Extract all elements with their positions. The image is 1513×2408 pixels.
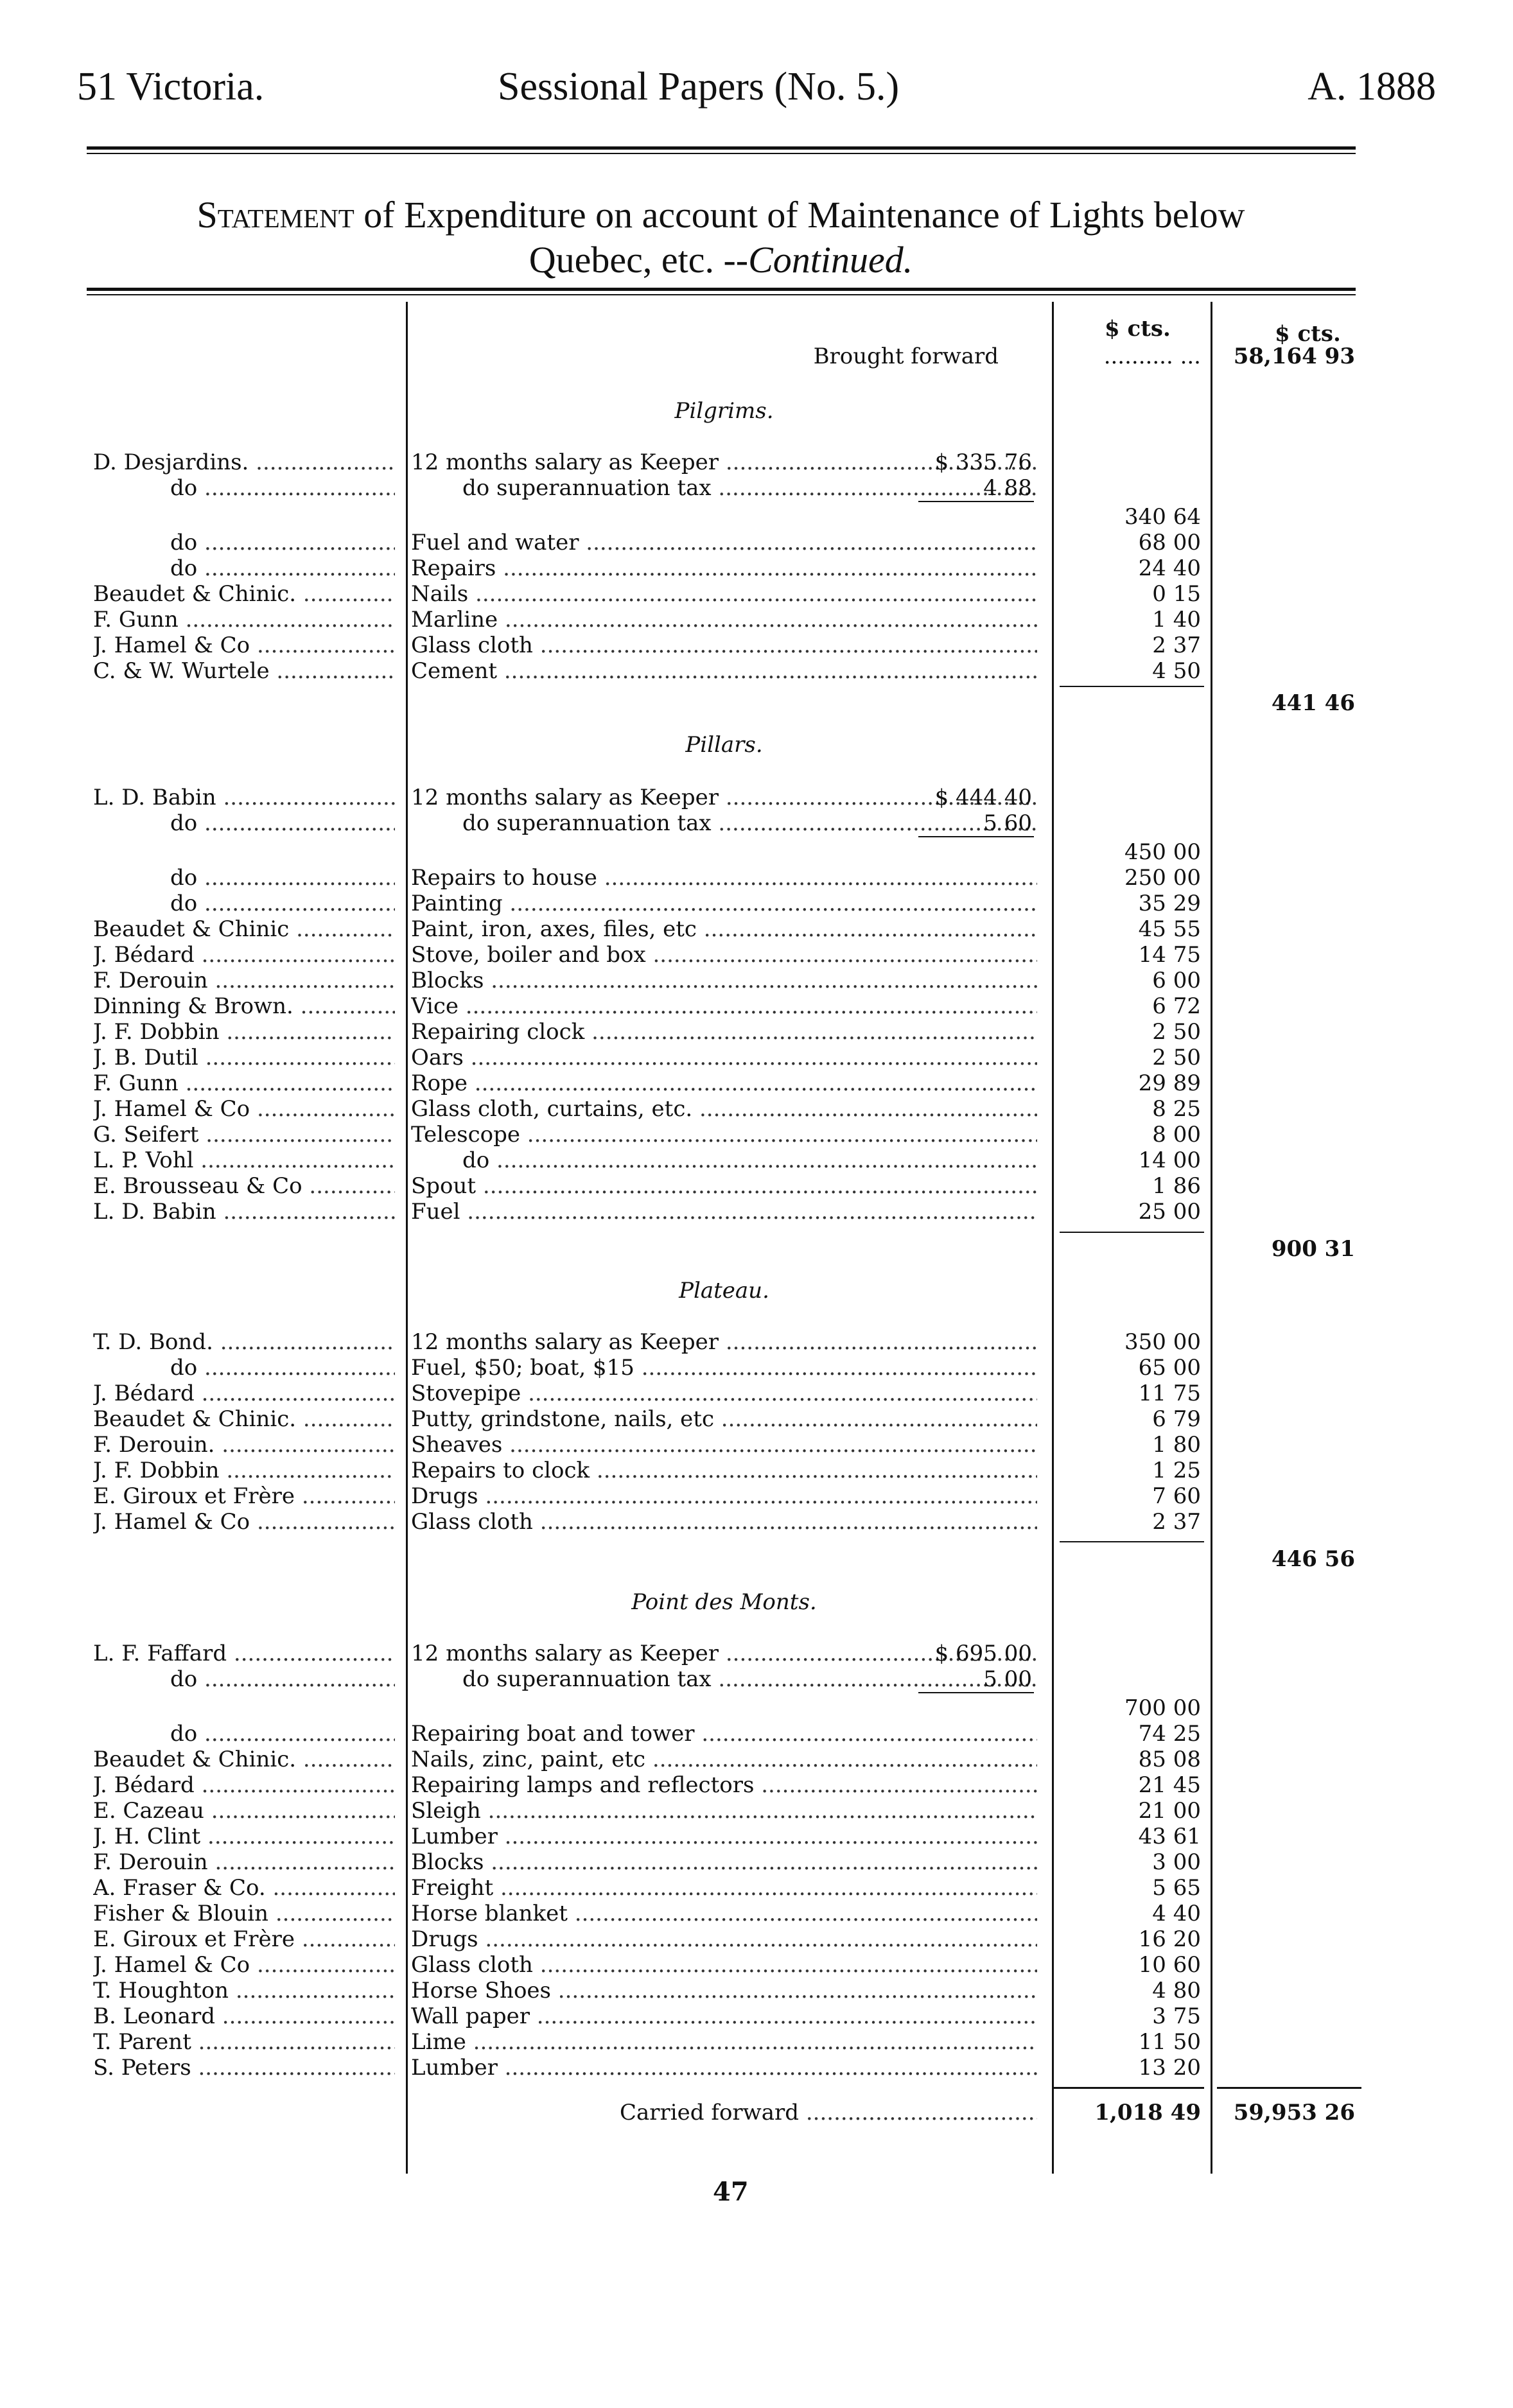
title-text: of Expenditure on account of Maintenance of Lights below bbox=[363, 194, 1245, 236]
amount: 11 50 bbox=[1138, 2029, 1201, 2055]
amount: 2 37 bbox=[1152, 633, 1201, 658]
expense-description: Freight ..... bbox=[411, 1875, 1037, 1901]
expense-description: 12 months salary as Keeper ..... bbox=[411, 785, 1037, 810]
amount: 1 80 bbox=[1152, 1432, 1201, 1458]
payee-name: F. Derouin. ..... bbox=[93, 1432, 395, 1458]
table-row bbox=[0, 942, 1513, 968]
column-heading-dollars-cents: $ cts. bbox=[1105, 316, 1171, 342]
header-year: A. 1888 bbox=[1307, 65, 1436, 109]
payee-name: J. H. Clint ..... bbox=[93, 1824, 395, 1849]
payee-name: do ..... bbox=[93, 1721, 395, 1747]
expense-description: Stove, boiler and box ..... bbox=[411, 942, 1037, 968]
payee-name: J. Hamel & Co ..... bbox=[93, 1096, 395, 1122]
subtotal-rule bbox=[918, 836, 1034, 837]
payee-name: Beaudet & Chinic ..... bbox=[93, 916, 395, 942]
amount: 350 00 bbox=[1124, 1329, 1201, 1355]
amount: 10 60 bbox=[1138, 1952, 1201, 1978]
amount: 85 08 bbox=[1138, 1747, 1201, 1772]
amount: 5 65 bbox=[1152, 1875, 1201, 1901]
header-sessional-papers: Sessional Papers (No. 5.) bbox=[498, 65, 900, 109]
amount: 24 40 bbox=[1138, 555, 1201, 581]
payee-name: J. Hamel & Co ..... bbox=[93, 1509, 395, 1535]
amount: 2 50 bbox=[1152, 1045, 1201, 1070]
amount: 13 20 bbox=[1138, 2055, 1201, 2081]
sub-amount: 5 00 bbox=[983, 1666, 1032, 1692]
expense-description: Oars ..... bbox=[411, 1045, 1037, 1070]
payee-name: do ..... bbox=[93, 1666, 395, 1692]
amount: 450 00 bbox=[1124, 839, 1201, 865]
table-row bbox=[0, 1747, 1513, 1772]
sub-amount: $ 335 76 bbox=[934, 449, 1032, 475]
amount: 6 00 bbox=[1152, 968, 1201, 993]
amount: 11 75 bbox=[1138, 1381, 1201, 1406]
expense-description: Repairs to house ..... bbox=[411, 865, 1037, 891]
section-heading: Pillars. bbox=[685, 732, 763, 758]
subtotal-rule bbox=[918, 501, 1034, 502]
amount: 340 64 bbox=[1124, 504, 1201, 530]
payee-name: G. Seifert ..... bbox=[93, 1122, 395, 1147]
title-rule-thin bbox=[87, 294, 1356, 295]
expense-description: Nails ..... bbox=[411, 581, 1037, 607]
table-row bbox=[0, 1173, 1513, 1199]
amount: 2 50 bbox=[1152, 1019, 1201, 1045]
table-row bbox=[0, 1070, 1513, 1096]
payee-name: F. Gunn ..... bbox=[93, 607, 395, 633]
section-total: 900 31 bbox=[1271, 1236, 1355, 1262]
header-session: 51 Victoria. bbox=[77, 65, 265, 109]
expense-description: Telescope ..... bbox=[411, 1122, 1037, 1147]
header-rule-thin bbox=[87, 153, 1356, 154]
title-rule bbox=[87, 288, 1356, 291]
expense-description: Glass cloth, curtains, etc. ..... bbox=[411, 1096, 1037, 1122]
sub-amount: $ 444 40 bbox=[934, 785, 1032, 810]
amount: 1 86 bbox=[1152, 1173, 1201, 1199]
expense-description: Repairing lamps and reflectors ..... bbox=[411, 1772, 1037, 1798]
payee-name: do ..... bbox=[93, 555, 395, 581]
table-row bbox=[0, 2055, 1513, 2081]
section-heading-row bbox=[0, 1278, 1513, 1304]
table-row bbox=[0, 530, 1513, 555]
table-row bbox=[0, 2029, 1513, 2055]
payee-name: T. Parent ..... bbox=[93, 2029, 395, 2055]
section-total-rule bbox=[1060, 686, 1204, 687]
amount: 21 00 bbox=[1138, 1798, 1201, 1824]
expense-description: Putty, grindstone, nails, etc ..... bbox=[411, 1406, 1037, 1432]
amount: 21 45 bbox=[1138, 1772, 1201, 1798]
table-row bbox=[0, 2003, 1513, 2029]
expense-description: Glass cloth ..... bbox=[411, 1509, 1037, 1535]
payee-name: do ..... bbox=[93, 475, 395, 501]
payee-name: B. Leonard ..... bbox=[93, 2003, 395, 2029]
table-row bbox=[0, 865, 1513, 891]
payee-name: J. Hamel & Co ..... bbox=[93, 633, 395, 658]
amount: 8 25 bbox=[1152, 1096, 1201, 1122]
amount: 35 29 bbox=[1138, 891, 1201, 916]
expense-description: Glass cloth ..... bbox=[411, 1952, 1037, 1978]
expense-description: 12 months salary as Keeper ..... bbox=[411, 449, 1037, 475]
expense-description: Sleigh ..... bbox=[411, 1798, 1037, 1824]
expense-description: Drugs ..... bbox=[411, 1926, 1037, 1952]
table-row bbox=[0, 785, 1513, 810]
table-row bbox=[0, 1019, 1513, 1045]
header-rule bbox=[87, 146, 1356, 150]
payee-name: do ..... bbox=[93, 1355, 395, 1381]
expense-description: Fuel and water ..... bbox=[411, 530, 1037, 555]
expense-description: Blocks ..... bbox=[411, 1849, 1037, 1875]
amount: 45 55 bbox=[1138, 916, 1201, 942]
expense-description: Horse blanket ..... bbox=[411, 1901, 1037, 1926]
table-row bbox=[0, 993, 1513, 1019]
amount: 1 25 bbox=[1152, 1458, 1201, 1483]
expense-description: Repairs to clock ..... bbox=[411, 1458, 1037, 1483]
table-row bbox=[0, 1824, 1513, 1849]
sub-amount: 5 60 bbox=[983, 810, 1032, 836]
table-row bbox=[0, 449, 1513, 475]
carried-forward-row bbox=[0, 2100, 1513, 2125]
payee-name: do ..... bbox=[93, 530, 395, 555]
table-row bbox=[0, 916, 1513, 942]
section-total-rule bbox=[1060, 1541, 1204, 1542]
amount: 65 00 bbox=[1138, 1355, 1201, 1381]
brought-forward-row bbox=[0, 344, 1513, 369]
expense-description: Repairing clock ..... bbox=[411, 1019, 1037, 1045]
expense-description: Rope ..... bbox=[411, 1070, 1037, 1096]
payee-name: F. Derouin ..... bbox=[93, 968, 395, 993]
amount: 4 80 bbox=[1152, 1978, 1201, 2003]
table-row bbox=[0, 1199, 1513, 1225]
table-row bbox=[0, 810, 1513, 836]
payee-name: Dinning & Brown. ..... bbox=[93, 993, 395, 1019]
payee-name: do ..... bbox=[93, 891, 395, 916]
payee-name: J. B. Dutil ..... bbox=[93, 1045, 395, 1070]
title-lead: Statement bbox=[197, 194, 354, 236]
expense-description: Lumber ..... bbox=[411, 1824, 1037, 1849]
section-total-row bbox=[0, 690, 1513, 716]
expense-description: Repairing boat and tower ..... bbox=[411, 1721, 1037, 1747]
expense-description: 12 months salary as Keeper ..... bbox=[411, 1641, 1037, 1666]
payee-name: J. F. Dobbin ..... bbox=[93, 1458, 395, 1483]
amount: 74 25 bbox=[1138, 1721, 1201, 1747]
table-row bbox=[0, 658, 1513, 684]
section-heading-row bbox=[0, 398, 1513, 424]
expense-description: Sheaves ..... bbox=[411, 1432, 1037, 1458]
running-header bbox=[77, 64, 1436, 116]
section-total: 446 56 bbox=[1271, 1546, 1355, 1572]
amount: 700 00 bbox=[1124, 1695, 1201, 1721]
payee-name: Fisher & Blouin ..... bbox=[93, 1901, 395, 1926]
payee-name: D. Desjardins. ..... bbox=[93, 449, 395, 475]
sub-amount: $ 695 00 bbox=[934, 1641, 1032, 1666]
carried-forward-total-rule bbox=[1217, 2087, 1361, 2089]
payee-name: F. Gunn ..... bbox=[93, 1070, 395, 1096]
payee-name: J. Hamel & Co ..... bbox=[93, 1952, 395, 1978]
payee-name: J. Bédard ..... bbox=[93, 1381, 395, 1406]
table-row bbox=[0, 1509, 1513, 1535]
amount: 16 20 bbox=[1138, 1926, 1201, 1952]
expense-description: do superannuation tax ..... bbox=[411, 475, 1037, 501]
expense-description: 12 months salary as Keeper ..... bbox=[411, 1329, 1037, 1355]
payee-name: L. D. Babin ..... bbox=[93, 1199, 395, 1225]
table-row bbox=[0, 1641, 1513, 1666]
amount: 250 00 bbox=[1124, 865, 1201, 891]
payee-name: E. Cazeau ..... bbox=[93, 1798, 395, 1824]
amount: 43 61 bbox=[1138, 1824, 1201, 1849]
table-row bbox=[0, 891, 1513, 916]
table-row bbox=[0, 1458, 1513, 1483]
table-row bbox=[0, 1926, 1513, 1952]
table-row bbox=[0, 475, 1513, 501]
payee-name: A. Fraser & Co. ..... bbox=[93, 1875, 395, 1901]
table-row bbox=[0, 1849, 1513, 1875]
amount: 14 75 bbox=[1138, 942, 1201, 968]
expense-description: Vice ..... bbox=[411, 993, 1037, 1019]
amount: 3 00 bbox=[1152, 1849, 1201, 1875]
section-total-row bbox=[0, 1236, 1513, 1262]
table-row bbox=[0, 581, 1513, 607]
table-row bbox=[0, 1666, 1513, 1692]
expense-description: Repairs ..... bbox=[411, 555, 1037, 581]
table-row bbox=[0, 839, 1513, 865]
amount: 2 37 bbox=[1152, 1509, 1201, 1535]
section-heading: Plateau. bbox=[679, 1278, 769, 1304]
table-row bbox=[0, 1952, 1513, 1978]
table-row bbox=[0, 633, 1513, 658]
amount: 25 00 bbox=[1138, 1199, 1201, 1225]
payee-name: L. P. Vohl ..... bbox=[93, 1147, 395, 1173]
payee-name: J. F. Dobbin ..... bbox=[93, 1019, 395, 1045]
carried-forward-rule bbox=[1053, 2087, 1204, 2089]
section-heading: Point des Monts. bbox=[631, 1589, 817, 1615]
title-continued: --Continued. bbox=[723, 239, 913, 281]
expense-description: do ..... bbox=[411, 1147, 1037, 1173]
payee-name: J. Bédard ..... bbox=[93, 942, 395, 968]
carried-forward-total: 59,953 26 bbox=[1233, 2100, 1355, 2125]
section-total-row bbox=[0, 1546, 1513, 1572]
amount: 8 00 bbox=[1152, 1122, 1201, 1147]
brought-forward-label: Brought forward bbox=[813, 344, 999, 369]
section-total: 441 46 bbox=[1271, 690, 1355, 716]
carried-forward-amount: 1,018 49 bbox=[1094, 2100, 1201, 2125]
expense-description: Glass cloth ..... bbox=[411, 633, 1037, 658]
amount: 4 40 bbox=[1152, 1901, 1201, 1926]
payee-name: Beaudet & Chinic. ..... bbox=[93, 581, 395, 607]
amount: 29 89 bbox=[1138, 1070, 1201, 1096]
amount: 3 75 bbox=[1152, 2003, 1201, 2029]
statement-title bbox=[87, 193, 1355, 283]
expense-description: Drugs ..... bbox=[411, 1483, 1037, 1509]
table-row bbox=[0, 1406, 1513, 1432]
table-row bbox=[0, 607, 1513, 633]
section-heading: Pilgrims. bbox=[674, 398, 774, 424]
expense-description: Painting ..... bbox=[411, 891, 1037, 916]
payee-name: L. D. Babin ..... bbox=[93, 785, 395, 810]
expense-description: Paint, iron, axes, files, etc ..... bbox=[411, 916, 1037, 942]
amount: 1 40 bbox=[1152, 607, 1201, 633]
expense-description: do superannuation tax ..... bbox=[411, 1666, 1037, 1692]
payee-name: Beaudet & Chinic. ..... bbox=[93, 1406, 395, 1432]
sub-amount: 4 88 bbox=[983, 475, 1032, 501]
expense-description: Blocks ..... bbox=[411, 968, 1037, 993]
payee-name: J. Bédard ..... bbox=[93, 1772, 395, 1798]
table-row bbox=[0, 1978, 1513, 2003]
table-row bbox=[0, 1045, 1513, 1070]
payee-name: do ..... bbox=[93, 810, 395, 836]
table-row bbox=[0, 1147, 1513, 1173]
table-row bbox=[0, 1483, 1513, 1509]
section-heading-row bbox=[0, 1589, 1513, 1615]
table-row bbox=[0, 1329, 1513, 1355]
expense-description: Lumber ..... bbox=[411, 2055, 1037, 2081]
table-row bbox=[0, 1432, 1513, 1458]
amount: 14 00 bbox=[1138, 1147, 1201, 1173]
table-row bbox=[0, 555, 1513, 581]
amount: 6 72 bbox=[1152, 993, 1201, 1019]
payee-name: C. & W. Wurtele ..... bbox=[93, 658, 395, 684]
table-row bbox=[0, 1721, 1513, 1747]
expense-description: Spout ..... bbox=[411, 1173, 1037, 1199]
amount: 6 79 bbox=[1152, 1406, 1201, 1432]
carried-forward-label: Carried forward ..... bbox=[411, 2100, 1037, 2125]
table-row bbox=[0, 1096, 1513, 1122]
expense-description: Nails, zinc, paint, etc ..... bbox=[411, 1747, 1037, 1772]
payee-name: E. Brousseau & Co ..... bbox=[93, 1173, 395, 1199]
table-row bbox=[0, 1875, 1513, 1901]
expense-description: Wall paper ..... bbox=[411, 2003, 1037, 2029]
table-row bbox=[0, 968, 1513, 993]
brought-forward-total: 58,164 93 bbox=[1233, 344, 1355, 369]
payee-name: E. Giroux et Frère ..... bbox=[93, 1483, 395, 1509]
section-total-rule bbox=[1060, 1232, 1204, 1233]
table-row bbox=[0, 1355, 1513, 1381]
page-number: 47 bbox=[713, 2177, 749, 2207]
expense-description: Fuel ..... bbox=[411, 1199, 1037, 1225]
table-row bbox=[0, 504, 1513, 530]
expense-description: Lime ..... bbox=[411, 2029, 1037, 2055]
payee-name: do ..... bbox=[93, 865, 395, 891]
brought-forward-amount: .......... ... bbox=[1103, 344, 1201, 369]
payee-name: F. Derouin ..... bbox=[93, 1849, 395, 1875]
title-line2: Quebec, etc. bbox=[529, 239, 714, 281]
payee-name: T. D. Bond. ..... bbox=[93, 1329, 395, 1355]
payee-name: L. F. Faffard ..... bbox=[93, 1641, 395, 1666]
payee-name: T. Houghton ..... bbox=[93, 1978, 395, 2003]
table-row bbox=[0, 1122, 1513, 1147]
table-row bbox=[0, 1695, 1513, 1721]
expense-description: Fuel, $50; boat, $15 ..... bbox=[411, 1355, 1037, 1381]
payee-name: Beaudet & Chinic. ..... bbox=[93, 1747, 395, 1772]
expense-description: Horse Shoes ..... bbox=[411, 1978, 1037, 2003]
expense-description: do superannuation tax ..... bbox=[411, 810, 1037, 836]
subtotal-rule bbox=[918, 1692, 1034, 1693]
section-heading-row bbox=[0, 732, 1513, 758]
amount: 0 15 bbox=[1152, 581, 1201, 607]
payee-name: S. Peters ..... bbox=[93, 2055, 395, 2081]
expense-description: Cement ..... bbox=[411, 658, 1037, 684]
amount: 7 60 bbox=[1152, 1483, 1201, 1509]
table-row bbox=[0, 1901, 1513, 1926]
table-row bbox=[0, 1381, 1513, 1406]
amount: 4 50 bbox=[1152, 658, 1201, 684]
amount: 68 00 bbox=[1138, 530, 1201, 555]
payee-name: E. Giroux et Frère ..... bbox=[93, 1926, 395, 1952]
expense-description: Stovepipe ..... bbox=[411, 1381, 1037, 1406]
table-row bbox=[0, 1798, 1513, 1824]
table-row bbox=[0, 1772, 1513, 1798]
expense-description: Marline ..... bbox=[411, 607, 1037, 633]
column-heading-total: $ cts. bbox=[1275, 321, 1341, 347]
